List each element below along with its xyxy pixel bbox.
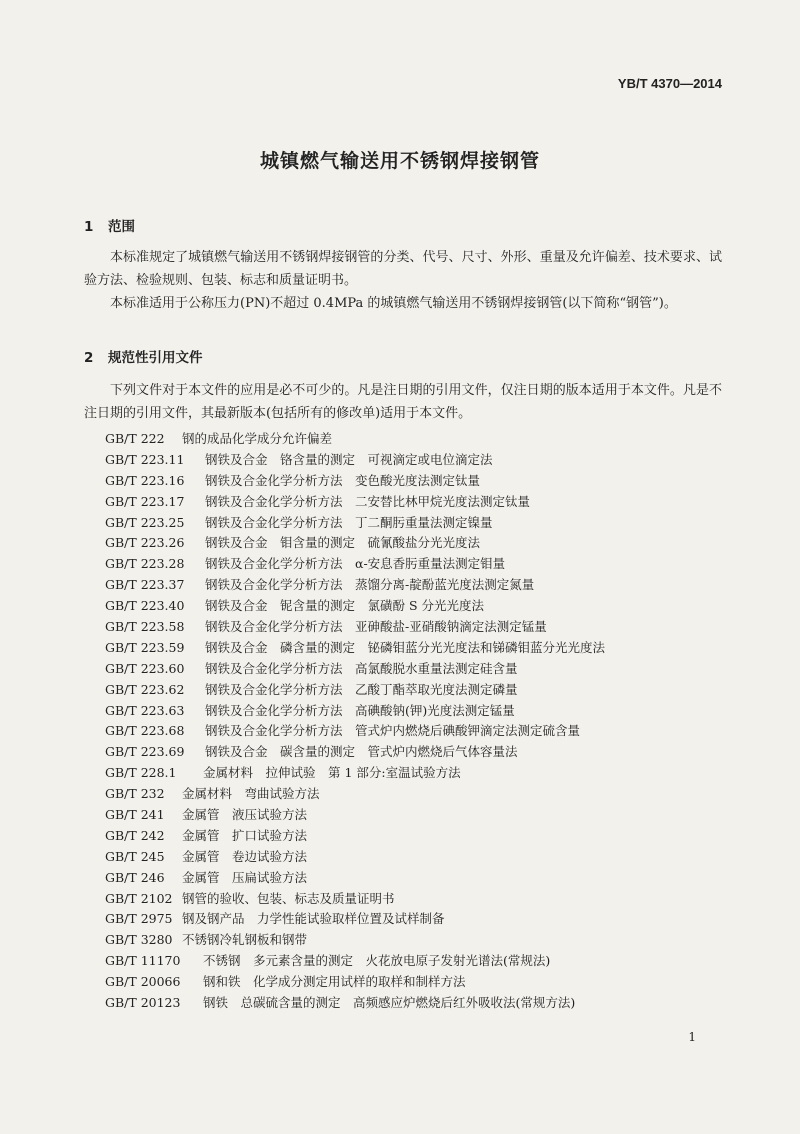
reference-title: 钢的成品化学成分允许偏差 [182,431,333,446]
reference-code: GB/T 223.40 [105,598,185,614]
section-number: 2 [84,350,94,366]
section-title: 范围 [108,219,135,235]
reference-code: GB/T 2102 [105,890,173,906]
document-title: 城镇燃气输送用不锈钢焊接钢管 [259,150,540,172]
reference-title: 钢铁及合金化学分析方法 乙酸丁酯萃取光度法测定磷量 [205,681,518,697]
reference-list [105,429,605,1014]
reference-item [105,951,605,972]
reference-item [105,805,605,826]
reference-code: GB/T 223.62 [105,681,185,697]
reference-title: 钢铁及合金 磷含量的测定 铋磷钼蓝分光光度法和锑磷钼蓝分光光度法 [205,639,606,655]
reference-item [105,617,605,638]
reference-item [105,471,605,492]
reference-title: 金属管 扩口试验方法 [182,827,308,843]
reference-title: 钢铁及合金化学分析方法 高氯酸脱水重量法测定硅含量 [205,660,518,676]
section-number: 1 [84,219,94,235]
reference-code: GB/T 223.11 [105,451,185,467]
paragraph-scope-2: 本标准适用于公称压力(PN)不超过 0.4MPa 的城镇燃气输送用不锈钢焊接钢管(以下简称“钢管”)。 [110,296,677,311]
reference-title: 钢管的验收、包装、标志及质量证明书 [182,890,395,906]
section-heading-normative-references [84,346,203,366]
reference-title: 不锈钢冷轧钢板和钢带 [182,932,308,948]
reference-title: 钢铁 总碳硫含量的测定 高频感应炉燃烧后红外吸收法(常规方法) [203,995,576,1011]
paragraph-references-intro: 下列文件对于本文件的应用是必不可少的。凡是注日期的引用文件，仅注日期的版本适用于本文件。凡是不注日期的引用文件，其最新版本(包括所有的修改单)适用于本文件。 [84,383,722,421]
reference-code: GB/T 20123 [105,995,181,1011]
reference-code: GB/T 223.63 [105,702,185,718]
reference-code: GB/T 2975 [105,911,173,927]
reference-title: 钢铁及合金 铌含量的测定 氯磺酚 S 分光光度法 [205,598,485,614]
reference-item [105,909,605,930]
reference-title: 钢铁及合金化学分析方法 高碘酸钠(钾)光度法测定锰量 [205,702,515,718]
reference-title: 钢铁及合金化学分析方法 二安替比林甲烷光度法测定钛量 [205,493,531,509]
reference-item [105,993,605,1014]
reference-item [105,868,605,889]
reference-code: GB/T 222 [105,431,165,446]
reference-title: 钢铁及合金化学分析方法 变色酸光度法测定钛量 [205,472,481,488]
reference-code: GB/T 245 [105,848,165,864]
reference-title: 金属材料 弯曲试验方法 [182,786,320,802]
reference-item [105,492,605,513]
reference-code: GB/T 223.58 [105,619,185,635]
reference-item [105,638,605,659]
reference-title: 钢和铁 化学成分测定用试样的取样和制样方法 [203,974,466,990]
reference-item [105,659,605,680]
reference-code: GB/T 246 [105,869,165,885]
reference-title: 钢铁及合金 钼含量的测定 硫氰酸盐分光光度法 [205,535,481,551]
reference-title: 金属管 卷边试验方法 [182,848,308,864]
reference-item [105,763,605,784]
section-title: 规范性引用文件 [108,350,203,366]
paragraph-scope-1: 本标准规定了城镇燃气输送用不锈钢焊接钢管的分类、代号、尺寸、外形、重量及允许偏差、技术要求、试验方法、检验规则、包装、标志和质量证明书。 [84,250,722,288]
reference-item [105,930,605,951]
reference-code: GB/T 241 [105,807,165,823]
reference-code: GB/T 223.26 [105,535,185,551]
reference-title: 钢铁及合金 铬含量的测定 可视滴定或电位滴定法 [205,451,493,467]
reference-code: GB/T 223.68 [105,723,185,739]
reference-code: GB/T 3280 [105,932,173,948]
reference-item [105,826,605,847]
reference-code: GB/T 242 [105,827,165,843]
reference-item [105,596,605,617]
reference-title: 钢铁及合金化学分析方法 亚砷酸盐-亚硝酸钠滴定法测定锰量 [205,619,547,635]
reference-item [105,575,605,596]
reference-code: GB/T 232 [105,786,165,802]
reference-title: 金属管 液压试验方法 [182,807,308,823]
reference-title: 钢及钢产品 力学性能试验取样位置及试样制备 [182,911,445,927]
reference-item [105,889,605,910]
reference-item [105,784,605,805]
reference-code: GB/T 11170 [105,953,181,969]
reference-title: 金属管 压扁试验方法 [182,869,308,885]
reference-code: GB/T 223.28 [105,556,185,572]
reference-code: GB/T 223.25 [105,514,185,530]
page-number: 1 [688,1030,696,1044]
reference-title: 钢铁及合金化学分析方法 蒸馏分离-靛酚蓝光度法测定氮量 [205,577,535,593]
reference-item [105,513,605,534]
reference-item [105,847,605,868]
reference-code: GB/T 20066 [105,974,181,990]
reference-item [105,429,605,450]
reference-item [105,972,605,993]
reference-title: 钢铁及合金化学分析方法 管式炉内燃烧后碘酸钾滴定法测定硫含量 [205,723,581,739]
reference-title: 钢铁及合金化学分析方法 α-安息香肟重量法测定钼量 [205,556,506,572]
reference-item [105,533,605,554]
reference-code: GB/T 223.16 [105,472,185,488]
reference-code: GB/T 223.37 [105,577,185,593]
standard-code: YB/T 4370—2014 [617,76,722,91]
reference-item [105,721,605,742]
reference-item [105,554,605,575]
reference-code: GB/T 223.17 [105,493,185,509]
reference-title: 钢铁及合金化学分析方法 丁二酮肟重量法测定镍量 [205,514,493,530]
reference-title: 钢铁及合金 碳含量的测定 管式炉内燃烧后气体容量法 [205,744,518,760]
section-heading-scope [84,215,135,235]
reference-item [105,701,605,722]
reference-code: GB/T 223.60 [105,660,185,676]
reference-title: 金属材料 拉伸试验 第 1 部分:室温试验方法 [203,765,461,781]
reference-item [105,450,605,471]
reference-code: GB/T 228.1 [105,765,177,781]
reference-title: 不锈钢 多元素含量的测定 火花放电原子发射光谱法(常规法) [203,953,551,969]
reference-code: GB/T 223.59 [105,639,185,655]
reference-code: GB/T 223.69 [105,744,185,760]
reference-item [105,742,605,763]
reference-item [105,680,605,701]
